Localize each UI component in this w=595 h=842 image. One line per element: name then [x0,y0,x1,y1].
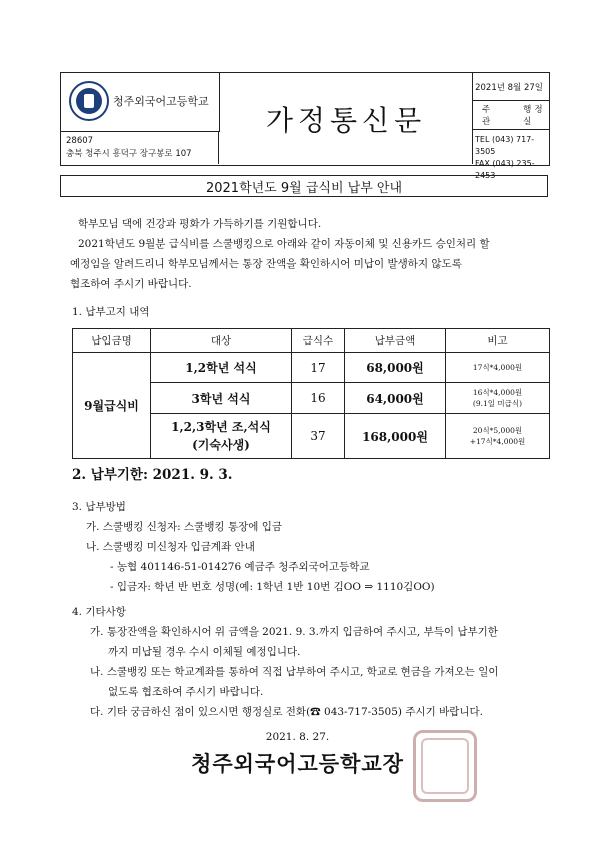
section4-item: 나. 스쿨뱅킹 또는 학교계좌를 통하여 직접 납부하여 주시고, 학교로 현금을 가져오는 일이 [90,666,499,678]
section2-deadline: 2. 납부기한: 2021. 9. 3. [72,467,233,483]
school-emblem-icon [69,81,109,121]
section3-subitem: - 입금자: 학년 반 번호 성명(예: 1학년 1반 10번 김OO ⇒ 1110김OO) [110,581,435,593]
table-header-cell: 납입금명 [73,329,151,353]
contact-box [472,129,550,180]
school-address-box [61,131,219,164]
department-label: 주 관 [482,105,499,127]
fax: FAX (043) 235-2453 [475,159,535,180]
address: 충북 청주시 흥덕구 장구봉로 107 [66,149,192,159]
target-line: (기숙사생) [192,438,250,452]
meals-cell: 37 [292,414,345,459]
table-header-row [73,329,550,353]
note-line: 17식*4,000원 [472,363,523,372]
section3-title: 3. 납부방법 [72,501,126,513]
subject-title: 2021학년도 9월 급식비 납부 안내 [60,175,548,197]
table-header-cell: 대상 [151,329,292,353]
section4-item: 다. 기타 궁금하신 점이 있으시면 행정실로 전화(☎ 043-717-3505) 주시기 바랍니다. [90,706,484,718]
section4 [72,602,556,722]
note-line: +17식*4,000원 [469,437,526,446]
meals-cell: 17 [292,353,345,383]
section3-item: 나. 스쿨뱅킹 미신청자 입금계좌 안내 [86,541,255,553]
letter-header [60,72,550,180]
issue-date: 2021년 8월 27일 [472,73,549,101]
table-header-cell: 납부금액 [345,329,446,353]
fee-table [72,328,550,459]
section4-item-cont: 없도록 협조하여 주시기 바랍니다. [108,686,264,698]
intro-line: 협조하여 주시기 바랍니다. [70,278,192,290]
section4-item-cont: 까지 미납될 경우 수시 이체될 예정입니다. [108,646,301,658]
amount-cell: 168,000원 [345,414,446,459]
document-title: 가정통신문 [220,73,473,164]
meals-cell: 16 [292,383,345,414]
principal-signature: 청주외국어고등학교장 [191,751,404,776]
note-line: 16식*4,000원 [472,388,523,397]
note-line: (9.1일 미급식) [472,399,523,408]
intro-line: 2021학년도 9월분 급식비를 스쿨뱅킹으로 아래와 같이 자동이체 및 신용카드 승인처리 할 [78,238,490,250]
official-seal-icon [413,730,477,802]
section4-title: 4. 기타사항 [72,606,126,618]
section3-item: 가. 스쿨뱅킹 신청자: 스쿨뱅킹 통장에 입금 [86,521,282,533]
footer-date: 2021. 8. 27. [265,731,330,743]
item-name-cell: 9월급식비 [73,353,151,459]
school-box [61,73,220,132]
intro-line: 학부모님 댁에 건강과 평화가 가득하기를 기원합니다. [78,218,322,230]
note-line: 20식*5,000원 [472,426,523,435]
section3 [72,497,552,597]
table-header-cell: 급식수 [292,329,345,353]
target-cell: 1,2학년 석식 [151,353,292,383]
note-cell [446,353,550,383]
note-cell [446,383,550,414]
target-cell [151,414,292,459]
target-line: 1,2,3학년 조,석식 [171,420,271,434]
department-value: 행정실 [523,105,546,127]
section4-item: 가. 통장잔액을 확인하시어 위 금액을 2021. 9. 3.까지 입금하여 주시고, 부득이 납부기한 [90,626,498,638]
intro-paragraph [70,214,556,294]
intro-line: 예정임을 알려드리니 학부모님께서는 통장 잔액을 확인하시어 미납이 발생하지 않도록 [70,258,462,270]
postcode: 28607 [66,136,94,146]
section1-title: 1. 납부고지 내역 [72,306,150,318]
table-row [73,353,550,383]
target-cell: 3학년 석식 [151,383,292,414]
telephone: TEL (043) 717-3505 [475,135,535,156]
table-header-cell: 비고 [446,329,550,353]
note-cell [446,414,550,459]
department-row [472,101,549,130]
amount-cell: 68,000원 [345,353,446,383]
school-name: 청주외국어고등학교 [113,95,209,108]
section3-subitem: - 농협 401146-51-014276 예금주 청주외국어고등학교 [110,561,370,573]
amount-cell: 64,000원 [345,383,446,414]
